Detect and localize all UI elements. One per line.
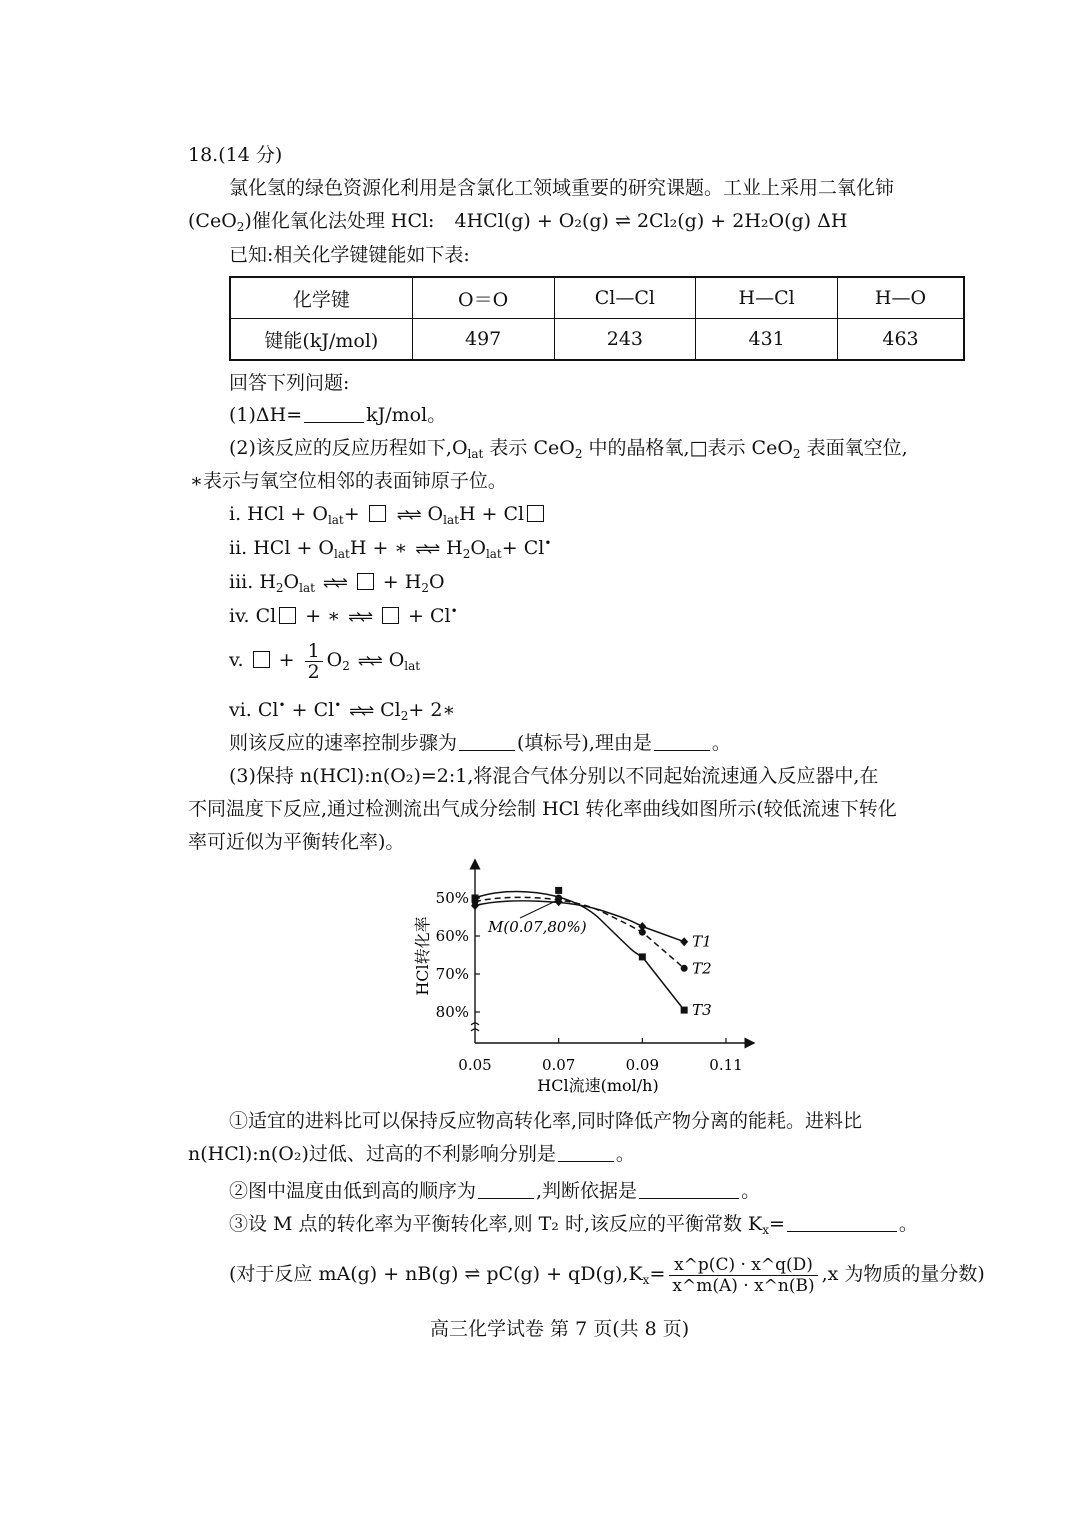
- step-iv: iv. Cl + ∗ ⇌⇌ + Cl•: [229, 604, 458, 627]
- page-footer: 高三化学试卷 第 7 页(共 8 页): [430, 1318, 690, 1340]
- x-tick-label: 0.05: [458, 1056, 492, 1074]
- answer-blank: [639, 1180, 739, 1199]
- intro-line-1: 氯化氢的绿色资源化利用是含氯化工领域重要的研究课题。工业上采用二氧化铈: [229, 177, 895, 199]
- series-label-t3: T3: [692, 1001, 712, 1020]
- conversion-chart: [400, 858, 760, 1098]
- table-header-row: [230, 277, 964, 319]
- part-2-line-1: (2)该反应的反应历程如下$,O_{lat}$ 表示 CeO$_2$ 中的晶格氧,□表示 CeO$_2$ 表面氧空位,: [229, 437, 908, 461]
- part-3-q2: ②图中温度由低到高的顺序为 ,判断依据是 。: [229, 1180, 761, 1202]
- table-cell: Cl—Cl: [554, 277, 696, 319]
- step-i: i. HCl + $O_{lat}+$ ⇌⇌ $O_{lat}H + Cl$: [229, 501, 547, 528]
- table-cell: 431: [696, 319, 838, 361]
- chart-ylabel: HCl转化率: [413, 916, 432, 996]
- main-equation: 4HCl(g) + O₂(g) ⇌ 2Cl₂(g) + 2H₂O(g) ΔH: [454, 210, 848, 232]
- y-tick-label: 50%: [435, 889, 469, 907]
- data-point-t3: [555, 887, 562, 894]
- question-number: 18.: [188, 144, 219, 166]
- data-point-t3: [681, 1007, 688, 1014]
- part-2-conclusion: 则该反应的速率控制步骤为 (填标号),理由是 。: [229, 732, 731, 754]
- step-ii: ii. HCl + $O_{lat}H$ + ∗ ⇌⇌ $H_2O_{lat}+ Cl^•$: [229, 536, 552, 561]
- part-3-q1-b: n(HCl):n(O₂)过低、过高的不利影响分别是 。: [188, 1143, 635, 1165]
- question-header: [188, 142, 282, 168]
- data-point-t3: [472, 895, 479, 902]
- data-point-t3: [639, 953, 646, 960]
- vacancy-box: [253, 651, 270, 668]
- table-cell: 497: [412, 319, 554, 361]
- table-cell: O＝O: [412, 277, 554, 319]
- chart-ticks: [436, 889, 743, 1074]
- part-3-q1-a: ①适宜的进料比可以保持反应物高转化率,同时降低产物分离的能耗。进料比: [229, 1110, 863, 1132]
- table-cell: H—Cl: [696, 277, 838, 319]
- answer-blank: [558, 1143, 614, 1162]
- answer-blank: [787, 1213, 897, 1232]
- step-vi: vi. Cl• + Cl• ⇌⇌ $Cl_2+$ 2∗: [229, 698, 456, 723]
- answer-blank: [304, 404, 364, 423]
- x-tick-label: 0.07: [541, 1056, 576, 1074]
- kx-fraction: $\frac{x\^{}p(C) \cdot x\^{}q(D)}{x\^{}m(A) \cdot x\^{}n(B)}$: [669, 1255, 817, 1296]
- part-1: (1)ΔH= kJ/mol。: [229, 404, 447, 426]
- table-cell: 463: [838, 319, 965, 361]
- known-line: 已知:相关化学键键能如下表:: [229, 244, 470, 266]
- part-2-line-2: ∗表示与氧空位相邻的表面铈原子位。: [190, 470, 507, 492]
- y-tick-label: 70%: [435, 965, 469, 983]
- x-tick-label: 0.11: [709, 1056, 743, 1074]
- part-3-line-1: (3)保持 n(HCl):n(O₂)=2:1,将混合气体分别以不同起始流速通入反应器中,在: [229, 765, 879, 787]
- intro-line-2: (CeO$_2$)催化氧化法处理 HCl: 4HCl(g) + O₂(g) ⇌ 2Cl₂(g) + 2H₂O(g) ΔH: [188, 210, 848, 234]
- table-cell: 键能(kJ/mol): [230, 319, 412, 361]
- answer-blank: [459, 732, 515, 751]
- part-3-line-3: 率可近似为平衡转化率)。: [188, 831, 405, 853]
- vacancy-box: [369, 505, 386, 522]
- vacancy-box: [382, 607, 399, 624]
- answer-prompt: 回答下列问题:: [229, 372, 350, 394]
- kx-note: (对于反应 mA(g) + nB(g) ⇌ $pC(g) + qD(g),K_x=$ $\frac{x\^{}p(C) \cdot x\^{}q(D)}{x\^{}m(A) \cdot x\^{}n(B)}$ ,x 为物质的量分数): [229, 1254, 985, 1296]
- table-row: [230, 319, 964, 361]
- bond-energy-table: [229, 276, 965, 361]
- table-cell: H—O: [838, 277, 965, 319]
- vacancy-box: [279, 607, 296, 624]
- chart-xlabel: HCl流速(mol/h): [537, 1076, 659, 1095]
- answer-blank: [478, 1180, 534, 1199]
- y-tick-label: 80%: [435, 1003, 469, 1021]
- part-3-line-2: 不同温度下反应,通过检测流出气成分绘制 HCl 转化率曲线如图所示(较低流速下转化: [188, 798, 897, 820]
- question-points: (14 分): [218, 144, 283, 166]
- step-iii: iii. $H_2O_{lat}$ ⇌⇌ + $H_2O$: [229, 571, 445, 595]
- series-line-t3: [475, 891, 684, 1010]
- table-cell: 化学键: [230, 277, 412, 319]
- annotation-pointer: [520, 901, 556, 918]
- vacancy-box: [527, 505, 544, 522]
- data-point-t2: [639, 929, 646, 936]
- half-fraction: $\frac{1}{2}$: [305, 641, 323, 682]
- answer-blank: [654, 732, 710, 751]
- data-point-t2: [681, 965, 688, 972]
- vacancy-box: [357, 573, 374, 590]
- data-point-t1: [680, 937, 688, 946]
- step-v: v. + $\frac{1}{2}$ $O_2$ ⇌⇌ $O_{lat}$: [229, 639, 421, 683]
- y-tick-label: 60%: [435, 927, 469, 945]
- series-label-t2: T2: [692, 959, 712, 978]
- table-cell: 243: [554, 319, 696, 361]
- part-3-q3: ③设 M 点的转化率为平衡转化率,则 T₂ 时,该反应的平衡常数 $K_x=$ 。: [229, 1213, 918, 1237]
- chart-annotation: M(0.07,80%): [488, 918, 587, 936]
- x-tick-label: 0.09: [625, 1056, 660, 1074]
- series-label-t1: T1: [692, 932, 712, 951]
- chart-series: [471, 887, 712, 1019]
